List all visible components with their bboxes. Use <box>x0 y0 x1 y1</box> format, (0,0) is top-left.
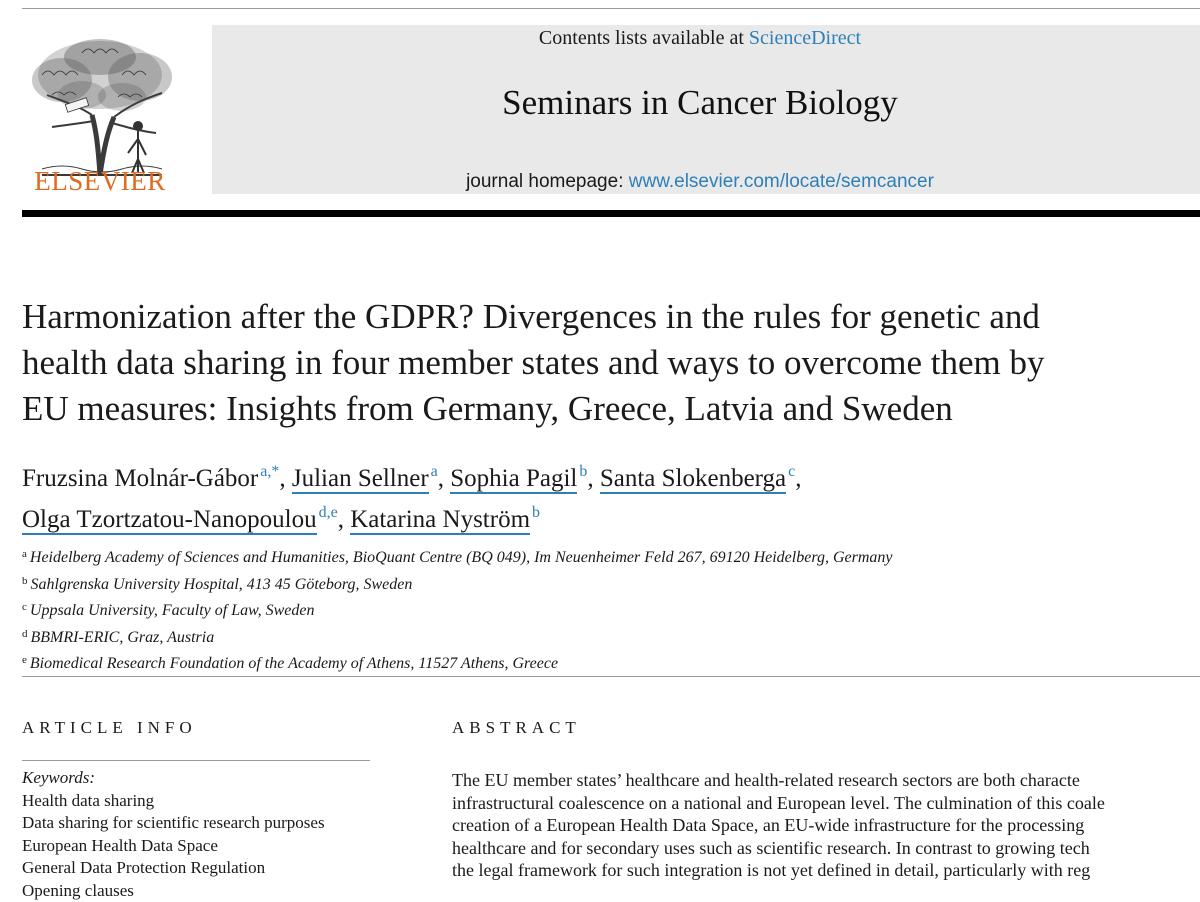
section-divider <box>22 676 1200 677</box>
author-affiliation-link[interactable]: b <box>579 463 587 480</box>
abstract-heading: ABSTRACT <box>452 718 581 738</box>
article-info-heading: ARTICLE INFO <box>22 718 197 738</box>
keyword-item: Health data sharing <box>22 790 422 813</box>
author-affiliation-link[interactable]: b <box>532 504 540 521</box>
affiliation-text: Uppsala University, Faculty of Law, Sweden <box>30 602 315 619</box>
journal-banner <box>212 25 1200 194</box>
homepage-prefix: journal homepage: <box>466 171 629 192</box>
keyword-item: European Health Data Space <box>22 835 422 858</box>
affiliation-item <box>22 596 1200 623</box>
article-title-line: EU measures: Insights from Germany, Greece, Latvia and Sweden <box>22 386 1200 432</box>
keywords-heading: Keywords: <box>22 767 422 790</box>
journal-title: Seminars in Cancer Biology <box>212 83 1188 123</box>
abstract-line: creation of a European Health Data Space, an EU-wide infrastructure for the processing <box>452 814 1200 837</box>
author-separator: , <box>338 506 344 533</box>
author-separator: , <box>587 465 593 492</box>
author-name-link[interactable]: Katarina Nyström <box>350 506 530 535</box>
publisher-logo-text: ELSEVIER <box>22 166 178 197</box>
author-affiliation-link[interactable]: a <box>431 463 438 480</box>
affiliation-key: b <box>22 575 28 587</box>
author-name-link[interactable]: Santa Slokenberga <box>600 465 786 494</box>
affiliation-list <box>22 543 1200 676</box>
sciencedirect-link[interactable]: ScienceDirect <box>749 27 861 49</box>
author-name-link[interactable]: Julian Sellner <box>292 465 429 494</box>
author-separator: , <box>438 465 444 492</box>
affiliation-item <box>22 623 1200 650</box>
affiliation-key: c <box>22 601 27 613</box>
keyword-item: Opening clauses <box>22 880 422 902</box>
article-title <box>22 294 1200 432</box>
affiliation-text: BBMRI-ERIC, Graz, Austria <box>31 629 215 646</box>
author-line <box>22 496 1200 537</box>
author-affiliation-link[interactable]: d,e <box>319 504 338 521</box>
keyword-item: General Data Protection Regulation <box>22 857 422 880</box>
author-separator: , <box>795 465 801 492</box>
journal-homepage-line <box>212 171 1188 193</box>
affiliation-text: Sahlgrenska University Hospital, 413 45 Göteborg, Sweden <box>31 576 413 593</box>
abstract-line: infrastructural coalescence on a national and European level. The culmination of this coale <box>452 792 1200 815</box>
author-separator: , <box>279 465 285 492</box>
affiliation-text: Biomedical Research Foundation of the Academy of Athens, 11527 Athens, Greece <box>30 655 558 672</box>
author-name-link[interactable]: Sophia Pagil <box>450 465 577 494</box>
article-title-line: health data sharing in four member states and ways to overcome them by <box>22 340 1200 386</box>
article-info-divider <box>22 760 370 761</box>
abstract-line: The EU member states’ healthcare and health-related research sectors are both characte <box>452 769 1200 792</box>
article-title-line: Harmonization after the GDPR? Divergences in the rules for genetic and <box>22 294 1200 340</box>
affiliation-item <box>22 543 1200 570</box>
corresponding-author-star[interactable]: * <box>271 463 279 480</box>
keyword-item: Data sharing for scientific research purposes <box>22 812 422 835</box>
journal-homepage-link[interactable]: www.elsevier.com/locate/semcancer <box>629 171 934 192</box>
abstract-line: healthcare and for secondary uses such as scientific research. In contrast to growing tech <box>452 837 1200 860</box>
affiliation-key: d <box>22 628 28 640</box>
author-list <box>22 455 1200 537</box>
author-name: Fruzsina Molnár-Gábor <box>22 465 258 492</box>
author-name-link[interactable]: Olga Tzortzatou-Nanopoulou <box>22 506 317 535</box>
abstract-line: the legal framework for such integration is not yet defined in detail, particularly with reg <box>452 859 1200 882</box>
contents-prefix: Contents lists available at <box>539 27 749 49</box>
affiliation-item <box>22 649 1200 676</box>
top-rule <box>22 8 1200 9</box>
affiliation-text: Heidelberg Academy of Sciences and Humanities, BioQuant Centre (BQ 049), Im Neuenheimer Feld 267, 69120 Heidelberg, Germany <box>30 549 893 566</box>
author-affiliation-link[interactable]: a, <box>260 463 271 480</box>
header-divider <box>22 210 1200 217</box>
author-line <box>22 455 1200 496</box>
contents-availability-line <box>212 27 1188 50</box>
affiliation-item <box>22 570 1200 597</box>
affiliation-key: e <box>22 654 27 666</box>
abstract-text <box>452 769 1200 882</box>
author-affiliation-link[interactable]: c <box>788 463 795 480</box>
keywords-block <box>22 767 422 902</box>
affiliation-key: a <box>22 548 27 560</box>
